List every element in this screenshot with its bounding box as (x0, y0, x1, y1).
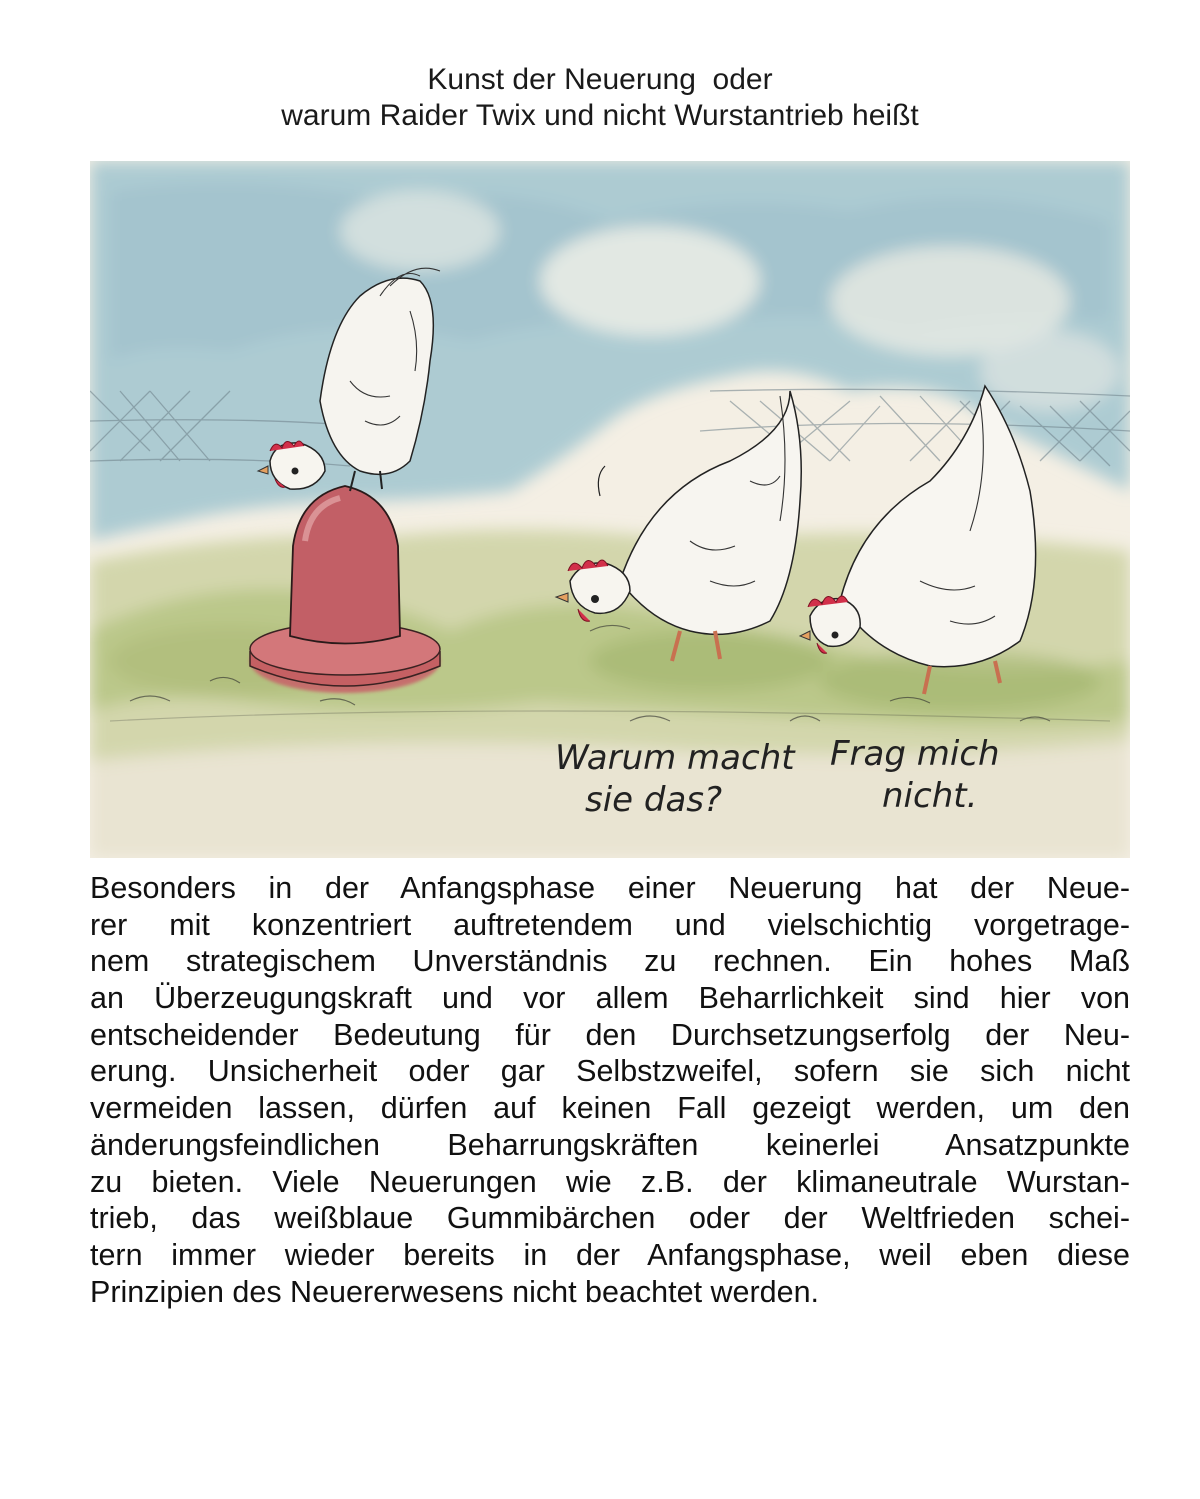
watercolor-illustration (90, 161, 1130, 858)
caption-right-line-2: nicht. (882, 776, 978, 816)
page-title (0, 62, 1200, 134)
body-line: änderungsfeindlichen Beharrungskräften keinerlei Ansatzpunkte (90, 1127, 1130, 1162)
body-line: nem strategischem Unverständnis zu rechnen. Ein hohes Maß (90, 944, 1130, 979)
body-line: zu bieten. Viele Neuerungen wie z.B. der klimaneutrale Wurstan- (90, 1164, 1130, 1199)
title-line-2: warum Raider Twix und nicht Wurstantrieb heißt (281, 99, 919, 132)
body-line: vermeiden lassen, dürfen auf keinen Fall gezeigt werden, um den (90, 1091, 1130, 1126)
body-paragraph (90, 870, 1130, 1310)
caption-left-line-1: Warum macht (555, 738, 795, 778)
body-line: Prinzipien des Neuererwesens nicht beachtet werden. (90, 1274, 820, 1309)
body-line: rer mit konzentriert auftretendem und vielschichtig vorgetrage- (90, 907, 1130, 942)
caption-right-line-1: Frag mich (830, 734, 1000, 774)
body-line: an Überzeugungskraft und vor allem Beharrlichkeit sind hier von (90, 981, 1130, 1016)
body-line: trieb, das weißblaue Gummibärchen oder der Weltfrieden schei- (90, 1201, 1130, 1236)
body-line: tern immer wieder bereits in der Anfangsphase, weil eben diese (90, 1237, 1130, 1272)
title-line-1: Kunst der Neuerung oder (427, 63, 773, 96)
body-line: entscheidender Bedeutung für den Durchsetzungserfolg der Neu- (90, 1017, 1130, 1052)
body-line: erung. Unsicherheit oder gar Selbstzweifel, sofern sie sich nicht (90, 1054, 1130, 1089)
body-line: Besonders in der Anfangsphase einer Neuerung hat der Neue- (90, 871, 1130, 905)
caption-left-line-2: sie das? (585, 780, 723, 820)
